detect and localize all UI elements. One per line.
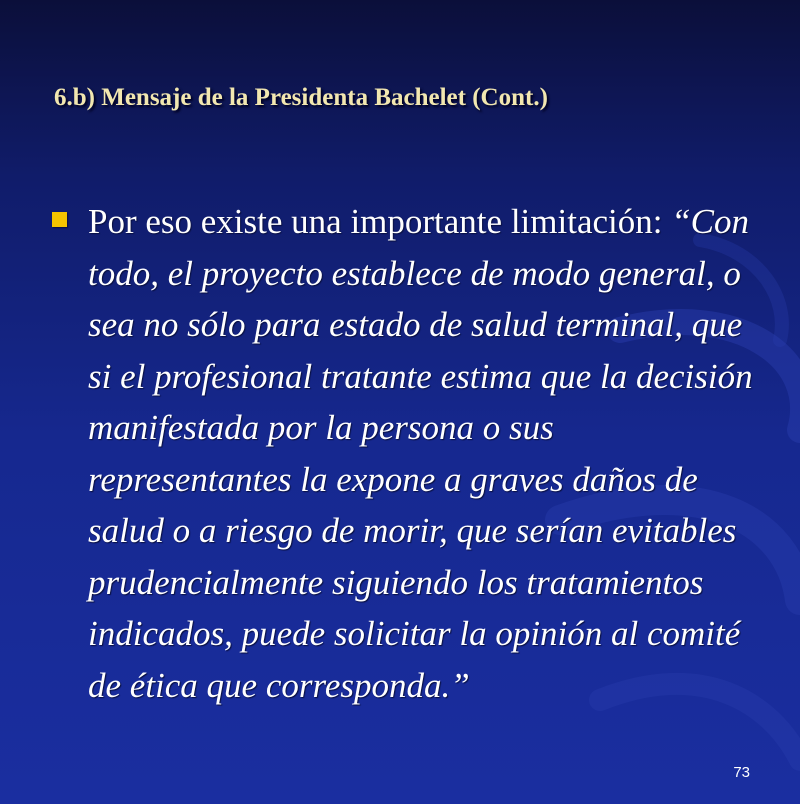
bullet-text [88, 196, 757, 711]
bullet-intro-text: Por eso existe una importante limitación: [88, 202, 672, 241]
square-bullet-icon [52, 212, 67, 227]
page-number: 73 [733, 764, 750, 781]
bullet-quote-text: “Con todo, el proyecto establece de modo general, o sea no sólo para estado de salud terminal, que si el profesional tratante estima que la decisión manifestada por la persona o sus representantes la expone a graves daños de salud o a riesgo de morir, que serían evitables prudencialmente siguiendo los tratamientos indicados, puede solicitar la opinión al comité de ética que corresponda.” [88, 202, 753, 705]
bullet-item [52, 196, 757, 711]
slide-title: 6.b) Mensaje de la Presidenta Bachelet (Cont.) [54, 84, 548, 111]
